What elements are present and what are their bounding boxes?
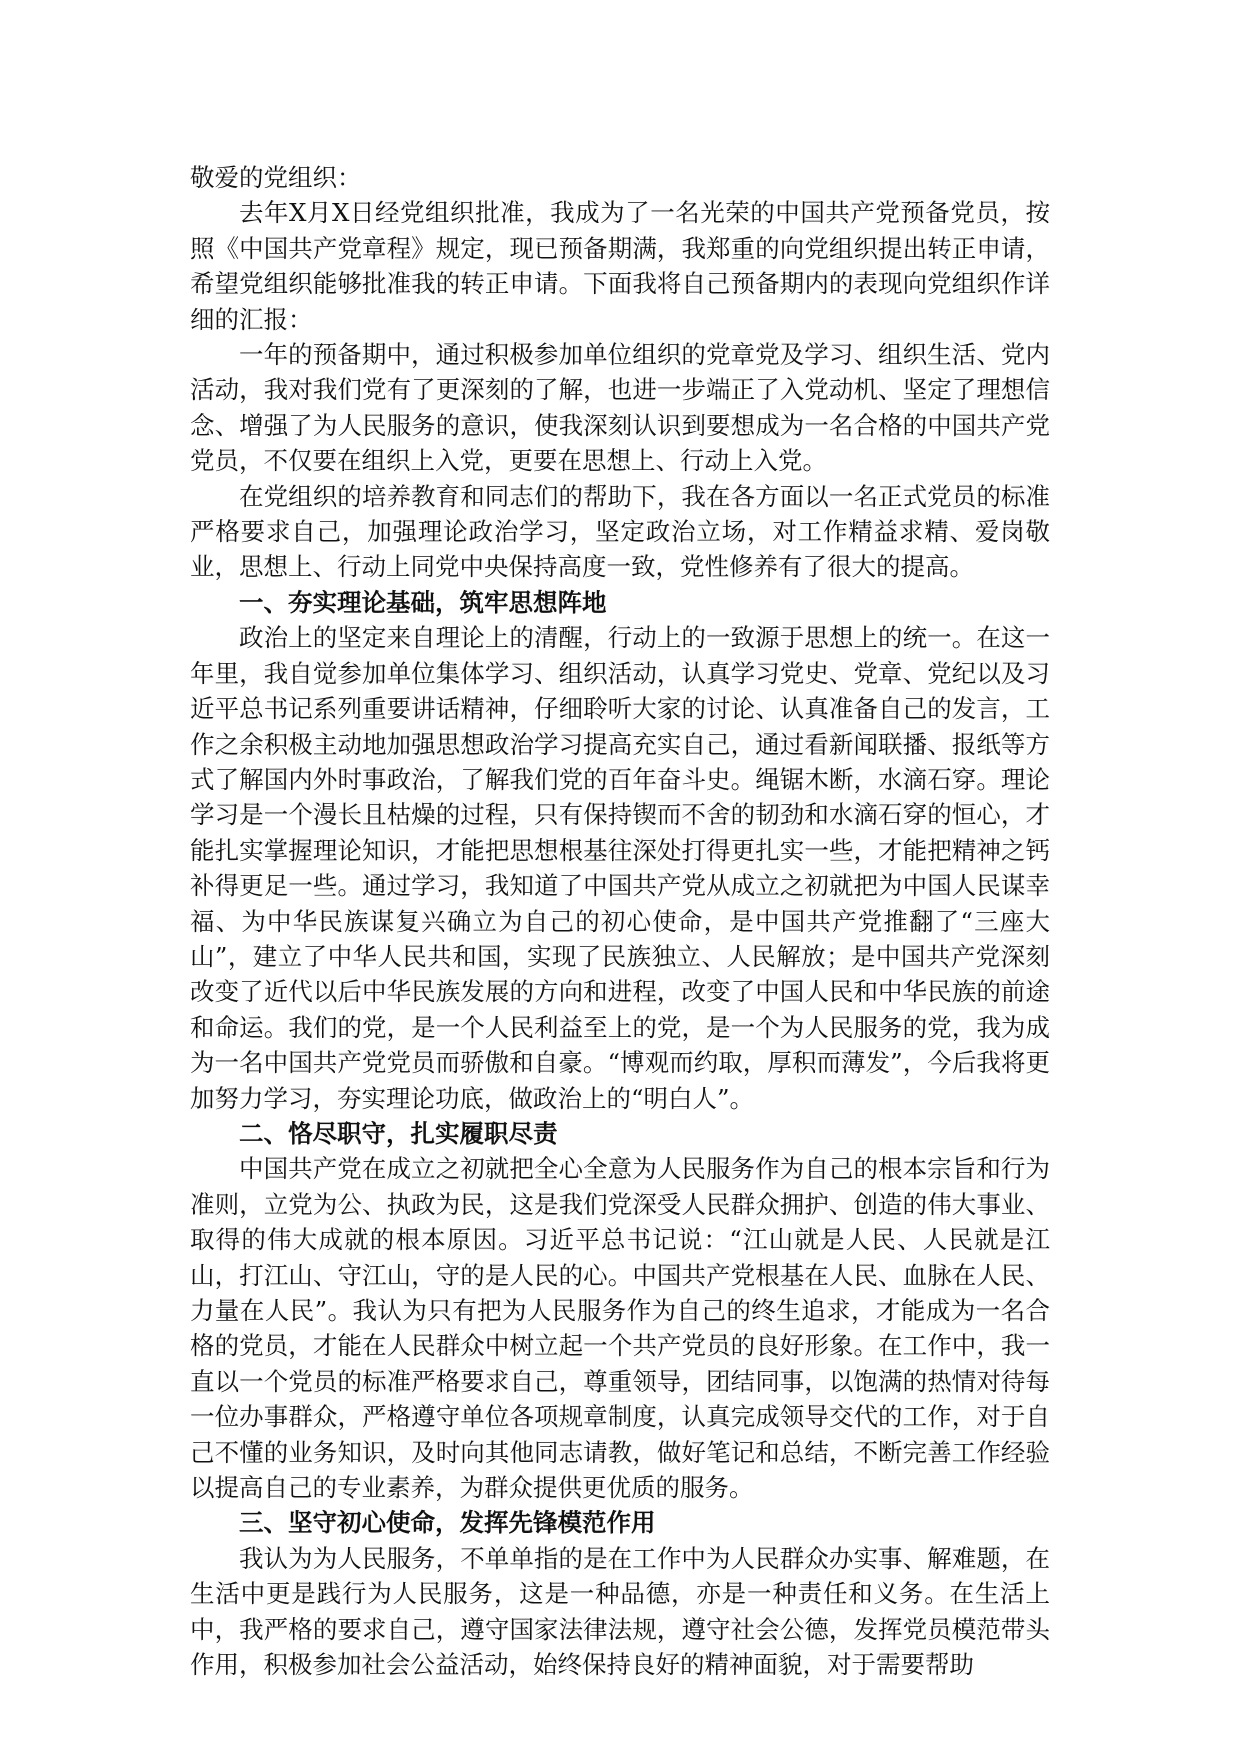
document-body [190, 160, 1050, 1682]
intro-paragraph-1: 去年X月X日经党组织批准，我成为了一名光荣的中国共产党预备党员，按照《中国共产党章程》规定，现已预备期满，我郑重的向党组织提出转正申请，希望党组织能够批准我的转正申请。下面我将自己预备期内的表现向党组织作详细的汇报： [190, 198, 1050, 334]
section-heading-1: 一、夯实理论基础，筑牢思想阵地 [239, 587, 607, 617]
section-body-2: 中国共产党在成立之初就把全心全意为人民服务作为自己的根本宗旨和行为准则，立党为公、执政为民，这是我们党深受人民群众拥护、创造的伟大事业、取得的伟大成就的根本原因。习近平总书记说：“江山就是人民、人民就是江山，打江山、守江山，守的是人民的心。中国共产党根基在人民、血脉在人民、力量在人民”。我认为只有把为人民服务作为自己的终生追求，才能成为一名合格的党员，才能在人民群众中树立起一个共产党员的良好形象。在工作中，我一直以一个党员的标准严格要求自己，尊重领导，团结同事，以饱满的热情对待每一位办事群众，严格遵守单位各项规章制度，认真完成领导交代的工作，对于自己不懂的业务知识，及时向其他同志请教，做好笔记和总结，不断完善工作经验以提高自己的专业素养，为群众提供更优质的服务。 [190, 1154, 1050, 1503]
intro-paragraph-2: 一年的预备期中，通过积极参加单位组织的党章党及学习、组织生活、党内活动，我对我们党有了更深刻的了解，也进一步端正了入党动机、坚定了理想信念、增强了为人民服务的意识，使我深刻认识到要想成为一名合格的中国共产党党员，不仅要在组织上入党，更要在思想上、行动上入党。 [190, 340, 1050, 476]
section-body-1: 政治上的坚定来自理论上的清醒，行动上的一致源于思想上的统一。在这一年里，我自觉参加单位集体学习、组织活动，认真学习党史、党章、党纪以及习近平总书记系列重要讲话精神，仔细聆听大家的讨论、认真准备自己的发言，工作之余积极主动地加强思想政治学习提高充实自己，通过看新闻联播、报纸等方式了解国内外时事政治，了解我们党的百年奋斗史。绳锯木断，水滴石穿。理论学习是一个漫长且枯燥的过程，只有保持锲而不舍的韧劲和水滴石穿的恒心，才能扎实掌握理论知识，才能把思想根基往深处打得更扎实一些，才能把精神之钙补得更足一些。通过学习，我知道了中国共产党从成立之初就把为中国人民谋幸福、为中华民族谋复兴确立为自己的初心使命，是中国共产党推翻了“三座大山”，建立了中华人民共和国，实现了民族独立、人民解放；是中国共产党深刻改变了近代以后中华民族发展的方向和进程，改变了中国人民和中华民族的前途和命运。我们的党，是一个人民利益至上的党，是一个为人民服务的党，我为成为一名中国共产党党员而骄傲和自豪。“博观而约取，厚积而薄发”，今后我将更加努力学习，夯实理论功底，做政治上的“明白人”。 [190, 623, 1050, 1113]
section-heading-2: 二、恪尽职守，扎实履职尽责 [239, 1118, 558, 1148]
salutation: 敬爱的党组织： [190, 163, 362, 192]
intro-paragraph-3: 在党组织的培养教育和同志们的帮助下，我在各方面以一名正式党员的标准严格要求自己，加强理论政治学习，坚定政治立场，对工作精益求精、爱岗敬业，思想上、行动上同党中央保持高度一致，党性修养有了很大的提高。 [190, 481, 1050, 582]
section-body-3: 我认为为人民服务，不单单指的是在工作中为人民群众办实事、解难题，在生活中更是践行为人民服务，这是一种品德，亦是一种责任和义务。在生活上中，我严格的要求自己，遵守国家法律法规，遵守社会公德，发挥党员模范带头作用，积极参加社会公益活动，始终保持良好的精神面貌，对于需要帮助 [190, 1543, 1050, 1680]
section-heading-3: 三、坚守初心使命，发挥先锋模范作用 [239, 1508, 656, 1538]
